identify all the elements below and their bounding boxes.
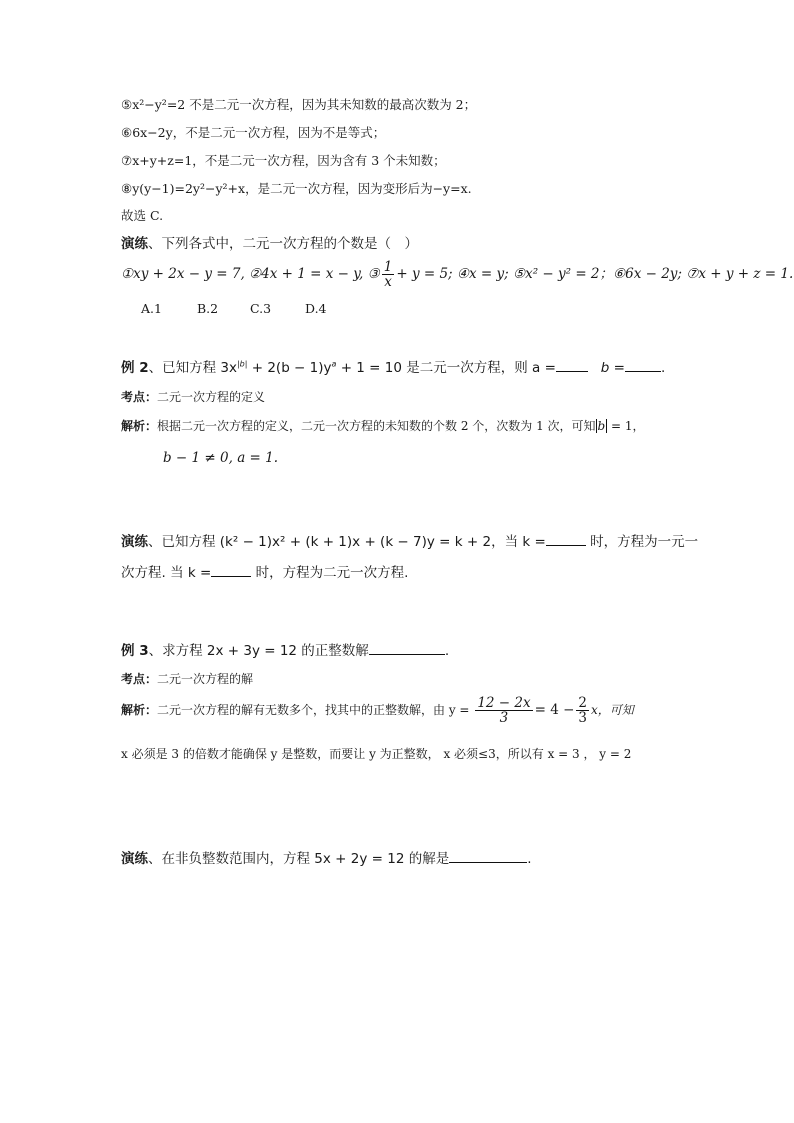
practice1-fraction	[382, 260, 395, 289]
kaodian-label: 考点：	[121, 672, 158, 686]
example2-exponent-b: |b|	[236, 359, 248, 369]
practice2-label: 演练	[121, 534, 148, 550]
example3-text: 、求方程 2x + 3y = 12 的正整数解	[148, 643, 369, 659]
fraction-2-numerator: 2	[578, 695, 587, 711]
practice1-items-start: ①xy + 2x − y = 7, ②4x + 1 = x − y, ③	[121, 266, 380, 282]
example3-label: 例 3	[121, 643, 149, 659]
practice1-items	[121, 260, 793, 289]
practice1-options	[141, 301, 327, 316]
option-b: B.2	[197, 301, 219, 316]
example2-exponent-a: a	[331, 359, 337, 369]
example3-question	[121, 639, 449, 659]
practice1-label: 演练	[121, 236, 148, 252]
example2-jiexi-line2: b − 1 ≠ 0, a = 1.	[163, 450, 279, 466]
practice3-blank	[449, 850, 527, 863]
example2-end: .	[660, 360, 666, 376]
option-a: A.1	[141, 301, 162, 316]
example3-blank	[369, 642, 445, 655]
practice2-q2: 次方程. 当 k =	[121, 565, 212, 581]
example2-blank-b	[625, 359, 661, 372]
fraction-1	[475, 696, 532, 725]
practice1-question	[121, 232, 418, 252]
jiexi-text: 根据二元一次方程的定义，二元一次方程的未知数的个数 2 个，次数为 1 次，可知	[157, 419, 596, 433]
fraction-2-denominator: 3	[578, 710, 587, 726]
fraction-1-denominator: 3	[499, 710, 509, 726]
example2-question	[121, 356, 665, 376]
jiexi-tail: = 1，	[607, 419, 645, 433]
example2-b-label: b =	[600, 360, 625, 376]
kaodian-label: 考点：	[121, 390, 158, 404]
jiexi-label: 解析：	[121, 419, 158, 433]
example3-kaodian	[121, 670, 253, 687]
practice2-q1: 、已知方程 (k² − 1)x² + (k + 1)x + (k − 7)y = k + 2，当 k =	[148, 534, 546, 550]
example2-text-post: + 1 = 10 是二元一次方程，则 a =	[336, 360, 556, 376]
practice3-text: 、在非负整数范围内，方程 5x + 2y = 12 的解是	[148, 851, 450, 867]
jiexi-tail: x，可知	[590, 703, 634, 717]
practice3-end: .	[527, 851, 532, 867]
practice2-line1	[121, 530, 698, 550]
example2-text-mid: + 2(b − 1)y	[247, 360, 332, 376]
solution-line-8: ⑧y(y−1)=2y²−y²+x，是二元一次方程，因为变形后为−y=x.	[121, 181, 472, 196]
jiexi-text: 二元一次方程的解有无数多个，找其中的正整数解，由 y =	[157, 703, 470, 717]
jiexi-abs-b: b	[597, 419, 606, 433]
solution-line-6: ⑥6x−2y，不是二元一次方程，因为不是等式；	[121, 125, 386, 140]
fraction-1-numerator: 12 − 2x	[477, 695, 531, 711]
practice2-blank-1	[546, 533, 586, 546]
example3-jiexi-line2: x 必须是 3 的倍数才能确保 y 是整数，而要让 y 为正整数， x 必须≤3，所以有 x = 3 ， y = 2	[121, 747, 632, 761]
solution-conclusion: 故选 C.	[121, 208, 164, 223]
kaodian-text: 二元一次方程的定义	[157, 390, 266, 404]
practice2-q2-end: 时，方程为二元一次方程.	[255, 565, 409, 581]
practice2-blank-2	[211, 564, 251, 577]
option-c: C.3	[250, 301, 272, 316]
example3-jiexi	[121, 696, 634, 725]
practice2-q1-end: 时，方程为一元一	[590, 534, 699, 550]
solution-line-5: ⑤x²−y²=2 不是二元一次方程，因为其未知数的最高次数为 2；	[121, 97, 477, 112]
fraction-numerator: 1	[383, 259, 393, 275]
practice1-text: 、下列各式中，二元一次方程的个数是（ ）	[148, 236, 418, 252]
option-d: D.4	[305, 301, 327, 316]
practice2-line2	[121, 561, 408, 581]
jiexi-mid: = 4 −	[534, 702, 575, 718]
fraction-2	[576, 696, 589, 725]
practice3-label: 演练	[121, 851, 148, 867]
jiexi-label: 解析：	[121, 703, 158, 717]
kaodian-text: 二元一次方程的解	[157, 672, 254, 686]
example2-jiexi	[121, 417, 645, 434]
example2-blank-a	[556, 359, 588, 372]
practice3-question	[121, 847, 532, 867]
example2-kaodian	[121, 388, 265, 405]
practice1-items-rest: + y = 5; ④x = y; ⑤x² − y² = 2；⑥6x − 2y; ⑦x + y + z = 1.	[396, 266, 794, 282]
fraction-denominator: x	[384, 274, 392, 290]
solution-line-7: ⑦x+y+z=1，不是二元一次方程，因为含有 3 个未知数；	[121, 153, 446, 168]
example2-text-pre: 、已知方程 3x	[148, 360, 237, 376]
example2-label: 例 2	[121, 360, 149, 376]
example3-end: .	[444, 643, 450, 659]
